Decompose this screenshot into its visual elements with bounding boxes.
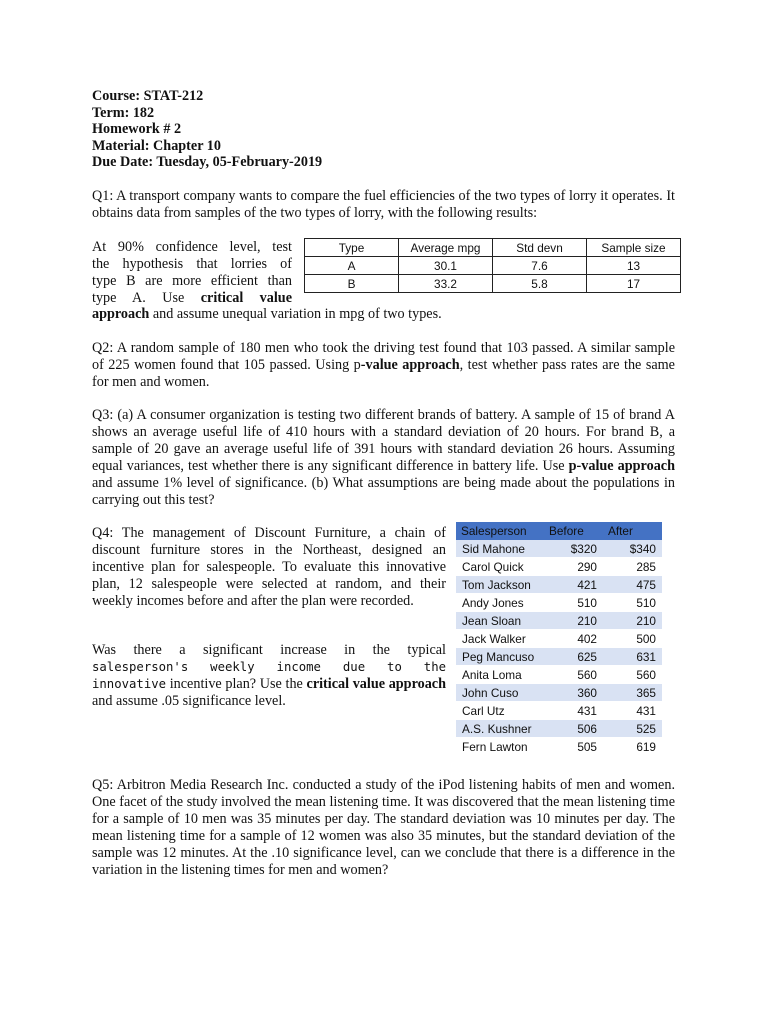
q1-th-type: Type <box>305 239 399 257</box>
table-cell: 290 <box>544 558 603 576</box>
table-cell: $320 <box>544 540 603 558</box>
q1-line-5-text: and assume unequal variation in mpg of two types. <box>149 306 442 322</box>
term-line: Term: 182 <box>92 104 155 121</box>
q4-th-salesperson: Salesperson <box>456 522 544 540</box>
table-cell: 13 <box>587 257 681 275</box>
table-cell: Jack Walker <box>456 630 544 648</box>
table-cell: 210 <box>544 612 603 630</box>
table-cell: 560 <box>603 666 662 684</box>
table-cell: Carol Quick <box>456 558 544 576</box>
table-cell: Sid Mahone <box>456 540 544 558</box>
q1-line-4 <box>92 290 292 307</box>
table-cell: Andy Jones <box>456 594 544 612</box>
table-row <box>456 630 662 648</box>
table-cell: Carl Utz <box>456 702 544 720</box>
table-cell: 17 <box>587 275 681 293</box>
table-cell: 7.6 <box>493 257 587 275</box>
due-date-line: Due Date: Tuesday, 05-February-2019 <box>92 154 323 171</box>
table-cell: 365 <box>603 684 662 702</box>
q3-text-c: and assume 1% level of significance. (b) What assumptions are being made about the populations in carrying out this test? <box>92 474 675 508</box>
table-row <box>456 540 662 558</box>
table-cell: 506 <box>544 720 603 738</box>
course-line: Course: STAT-212 <box>92 88 204 104</box>
q1-line-5 <box>92 306 692 323</box>
table-cell: 360 <box>544 684 603 702</box>
table-cell: 510 <box>603 594 662 612</box>
q4-text-c: incentive plan? Use the <box>166 675 307 692</box>
q4-th-before: Before <box>544 522 603 540</box>
table-row <box>456 702 662 720</box>
q1-line-2: the hypothesis that lorries of <box>92 255 292 272</box>
table-cell: 431 <box>603 702 662 720</box>
q1-table <box>304 238 681 293</box>
table-row <box>456 576 662 594</box>
q4-paragraph-2 <box>92 642 446 710</box>
table-cell: 210 <box>603 612 662 630</box>
table-cell: 421 <box>544 576 603 594</box>
q1-side-text <box>92 239 292 307</box>
q4-table-header <box>456 522 662 540</box>
table-cell: 500 <box>603 630 662 648</box>
table-row <box>305 257 681 275</box>
table-cell: Anita Loma <box>456 666 544 684</box>
q3-paragraph <box>92 407 675 508</box>
q1-line-4-text: type A. Use <box>92 289 201 306</box>
q1-line-4-bold: critical value <box>200 289 292 306</box>
table-cell: 475 <box>603 576 662 594</box>
q1-intro: Q1: A transport company wants to compare the fuel efficiencies of the two types of lorry it operates. It obtains data from samples of the two types of lorry, with the following results: <box>92 188 675 221</box>
table-cell: Peg Mancuso <box>456 648 544 666</box>
table-row <box>456 720 662 738</box>
table-cell: 560 <box>544 666 603 684</box>
table-cell: B <box>305 275 399 293</box>
table-cell: 619 <box>603 738 662 756</box>
q3-text-a: Q3: (a) A consumer organization is testing two different brands of battery. A sample of 15 of brand A shows an average useful life of 410 hours with a standard deviation of 20 hours. For brand B, a sample of 20 gave an average useful life of 391 hours with standard deviation 26 hours. Assuming equal variances, test whether there is any significant difference in battery life. Use <box>92 407 675 474</box>
table-cell: 510 <box>544 594 603 612</box>
table-cell: 33.2 <box>399 275 493 293</box>
q1-th-avg: Average mpg <box>399 239 493 257</box>
q4-text-a: Was there a significant increase in the typical <box>92 642 446 658</box>
q4-text-b: salesperson's weekly income due to the innovative <box>92 659 446 691</box>
table-cell: 505 <box>544 738 603 756</box>
table-row <box>456 612 662 630</box>
q2-bold: -value approach <box>360 356 460 373</box>
table-cell: John Cuso <box>456 684 544 702</box>
table-cell: $340 <box>603 540 662 558</box>
q5-paragraph: Q5: Arbitron Media Research Inc. conducted a study of the iPod listening habits of men and women. One facet of the study involved the mean listening time. It was discovered that the mean listening time for a sample of 10 men was 35 minutes per day. The standard deviation was 10 minutes per day. The mean listening time for a sample of 12 women was also 35 minutes, but the standard deviation of the sample was 12 minutes. At the .10 significance level, can we conclude that there is a difference in the variation in the listening times for men and women? <box>92 777 675 878</box>
q1-th-std: Std devn <box>493 239 587 257</box>
q4-th-after: After <box>603 522 662 540</box>
table-row <box>456 594 662 612</box>
table-cell: 525 <box>603 720 662 738</box>
q1-line-1: At 90% confidence level, test <box>92 239 292 255</box>
table-row <box>305 275 681 293</box>
table-cell: Tom Jackson <box>456 576 544 594</box>
q1-line-3: type B are more efficient than <box>92 272 292 289</box>
q2-paragraph <box>92 340 675 391</box>
table-cell: A <box>305 257 399 275</box>
table-cell: 625 <box>544 648 603 666</box>
table-row <box>456 648 662 666</box>
q4-bold: critical value approach <box>306 675 446 692</box>
table-cell: Fern Lawton <box>456 738 544 756</box>
material-line: Material: Chapter 10 <box>92 137 221 154</box>
table-cell: A.S. Kushner <box>456 720 544 738</box>
table-row <box>456 666 662 684</box>
table-row <box>456 684 662 702</box>
q4-text-e: and assume .05 significance level. <box>92 692 286 709</box>
q4-table-body <box>456 540 662 756</box>
table-cell: 631 <box>603 648 662 666</box>
table-cell: 285 <box>603 558 662 576</box>
table-cell: 402 <box>544 630 603 648</box>
table-row <box>456 738 662 756</box>
q2-text-a: Q2: A random sample of 180 men who took the driving test found that 103 passed. A similar sample of 225 women found that 105 passed. Using p <box>92 340 675 373</box>
q4-paragraph-1: Q4: The management of Discount Furniture, a chain of discount furniture stores in the Northeast, designed an incentive plan for salespeople. To evaluate this innovative plan, 12 salespeople were selected at random, and their weekly incomes before and after the plan were recorded. <box>92 525 446 609</box>
q4-sales-table <box>456 522 662 756</box>
q3-bold: p-value approach <box>568 457 675 474</box>
table-cell: 5.8 <box>493 275 587 293</box>
q1-approach-bold: approach <box>92 306 150 322</box>
table-cell: 30.1 <box>399 257 493 275</box>
q1-th-size: Sample size <box>587 239 681 257</box>
table-cell: Jean Sloan <box>456 612 544 630</box>
q2-text-c: , test whether pass rates are the same for men and women. <box>92 356 675 390</box>
header-block <box>92 88 322 171</box>
homework-line: Homework # 2 <box>92 121 182 138</box>
q1-table-header <box>305 239 681 257</box>
table-cell: 431 <box>544 702 603 720</box>
table-row <box>456 558 662 576</box>
